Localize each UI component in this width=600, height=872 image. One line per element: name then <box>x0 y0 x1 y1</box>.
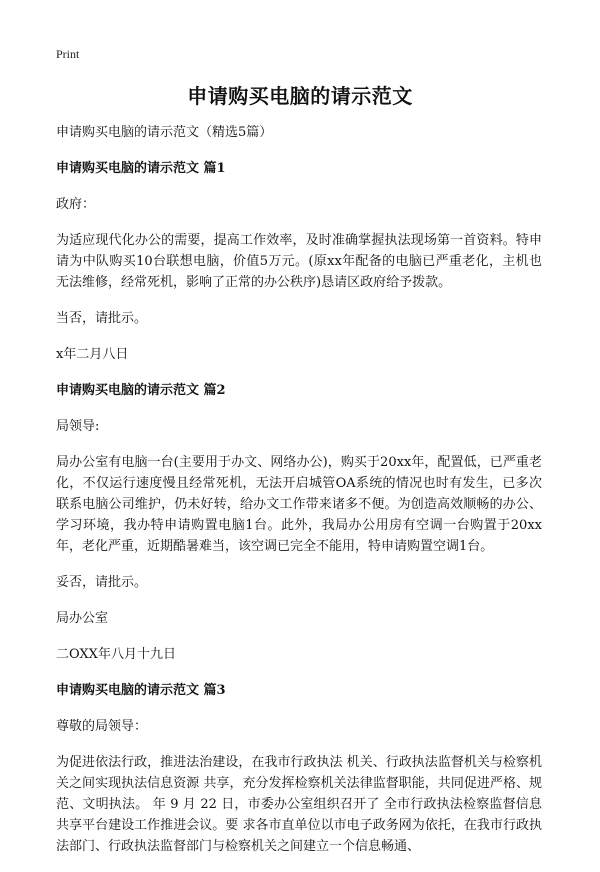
salutation-3: 尊敬的局领导： <box>56 719 148 734</box>
body-paragraph-2: 局办公室有电脑一台(主要用于办文、网络办公)，购买于20xx年，配置低，已严重老化，不仅运行速度慢且经常死机，无法开启城管OA系统的情况也时有发生，已多次联系电脑公司维护，仍未好转，给办文工作带来诸多不便。为创造高效顺畅的办公、学习环境，我办特申请购置电脑1台。此外，我局办公用房有空调一台购置于20xx年，老化严重，近期酷暑难当，该空调已完全不能用，特申请购置空调1台。 <box>56 455 542 554</box>
section-heading-1: 申请购买电脑的请示范文 篇1 <box>56 161 226 176</box>
section-heading-3: 申请购买电脑的请示范文 篇3 <box>56 683 226 698</box>
date-1: x年二月八日 <box>56 347 129 362</box>
signature-2: 局办公室 <box>56 611 109 626</box>
document-subtitle: 申请购买电脑的请示范文（精选5篇） <box>56 125 273 140</box>
body-paragraph-3: 为促进依法行政，推进法治建设，在我市行政执法 机关、行政执法监督机关与检察机关之间实现执法信息资源 共享，充分发挥检察机关法律监督职能，共同促进严格、规 范、文明执法。 年 9 月 22 日，市委办公室组织召开了 全市行政执法检察监督信息共享平台建设工作推进会议。要 求各市直单位以市电子政务网为依托，在我市行政执法部门、行政执法监督部门与检察机关之间建立一个信息畅通、 <box>56 755 542 854</box>
body-paragraph-1: 为适应现代化办公的需要，提高工作效率，及时准确掌握执法现场第一首资料。特申请为中队购买10台联想电脑，价值5万元。(原xx年配备的电脑已严重老化，主机也无法维修，经常死机，影响了正常的办公秩序)恳请区政府给予拨款。 <box>56 233 542 290</box>
salutation-2: 局领导: <box>56 419 100 434</box>
date-2: 二OXX年八月十九日 <box>56 647 176 662</box>
section-heading-2: 申请购买电脑的请示范文 篇2 <box>56 383 226 398</box>
document-body <box>56 122 542 872</box>
closing-2: 妥否，请批示。 <box>56 575 148 590</box>
salutation-1: 政府： <box>56 197 96 212</box>
closing-1: 当否，请批示。 <box>56 311 148 326</box>
print-label: Print <box>56 47 80 61</box>
page-title: 申请购买电脑的请示范文 <box>187 84 413 108</box>
